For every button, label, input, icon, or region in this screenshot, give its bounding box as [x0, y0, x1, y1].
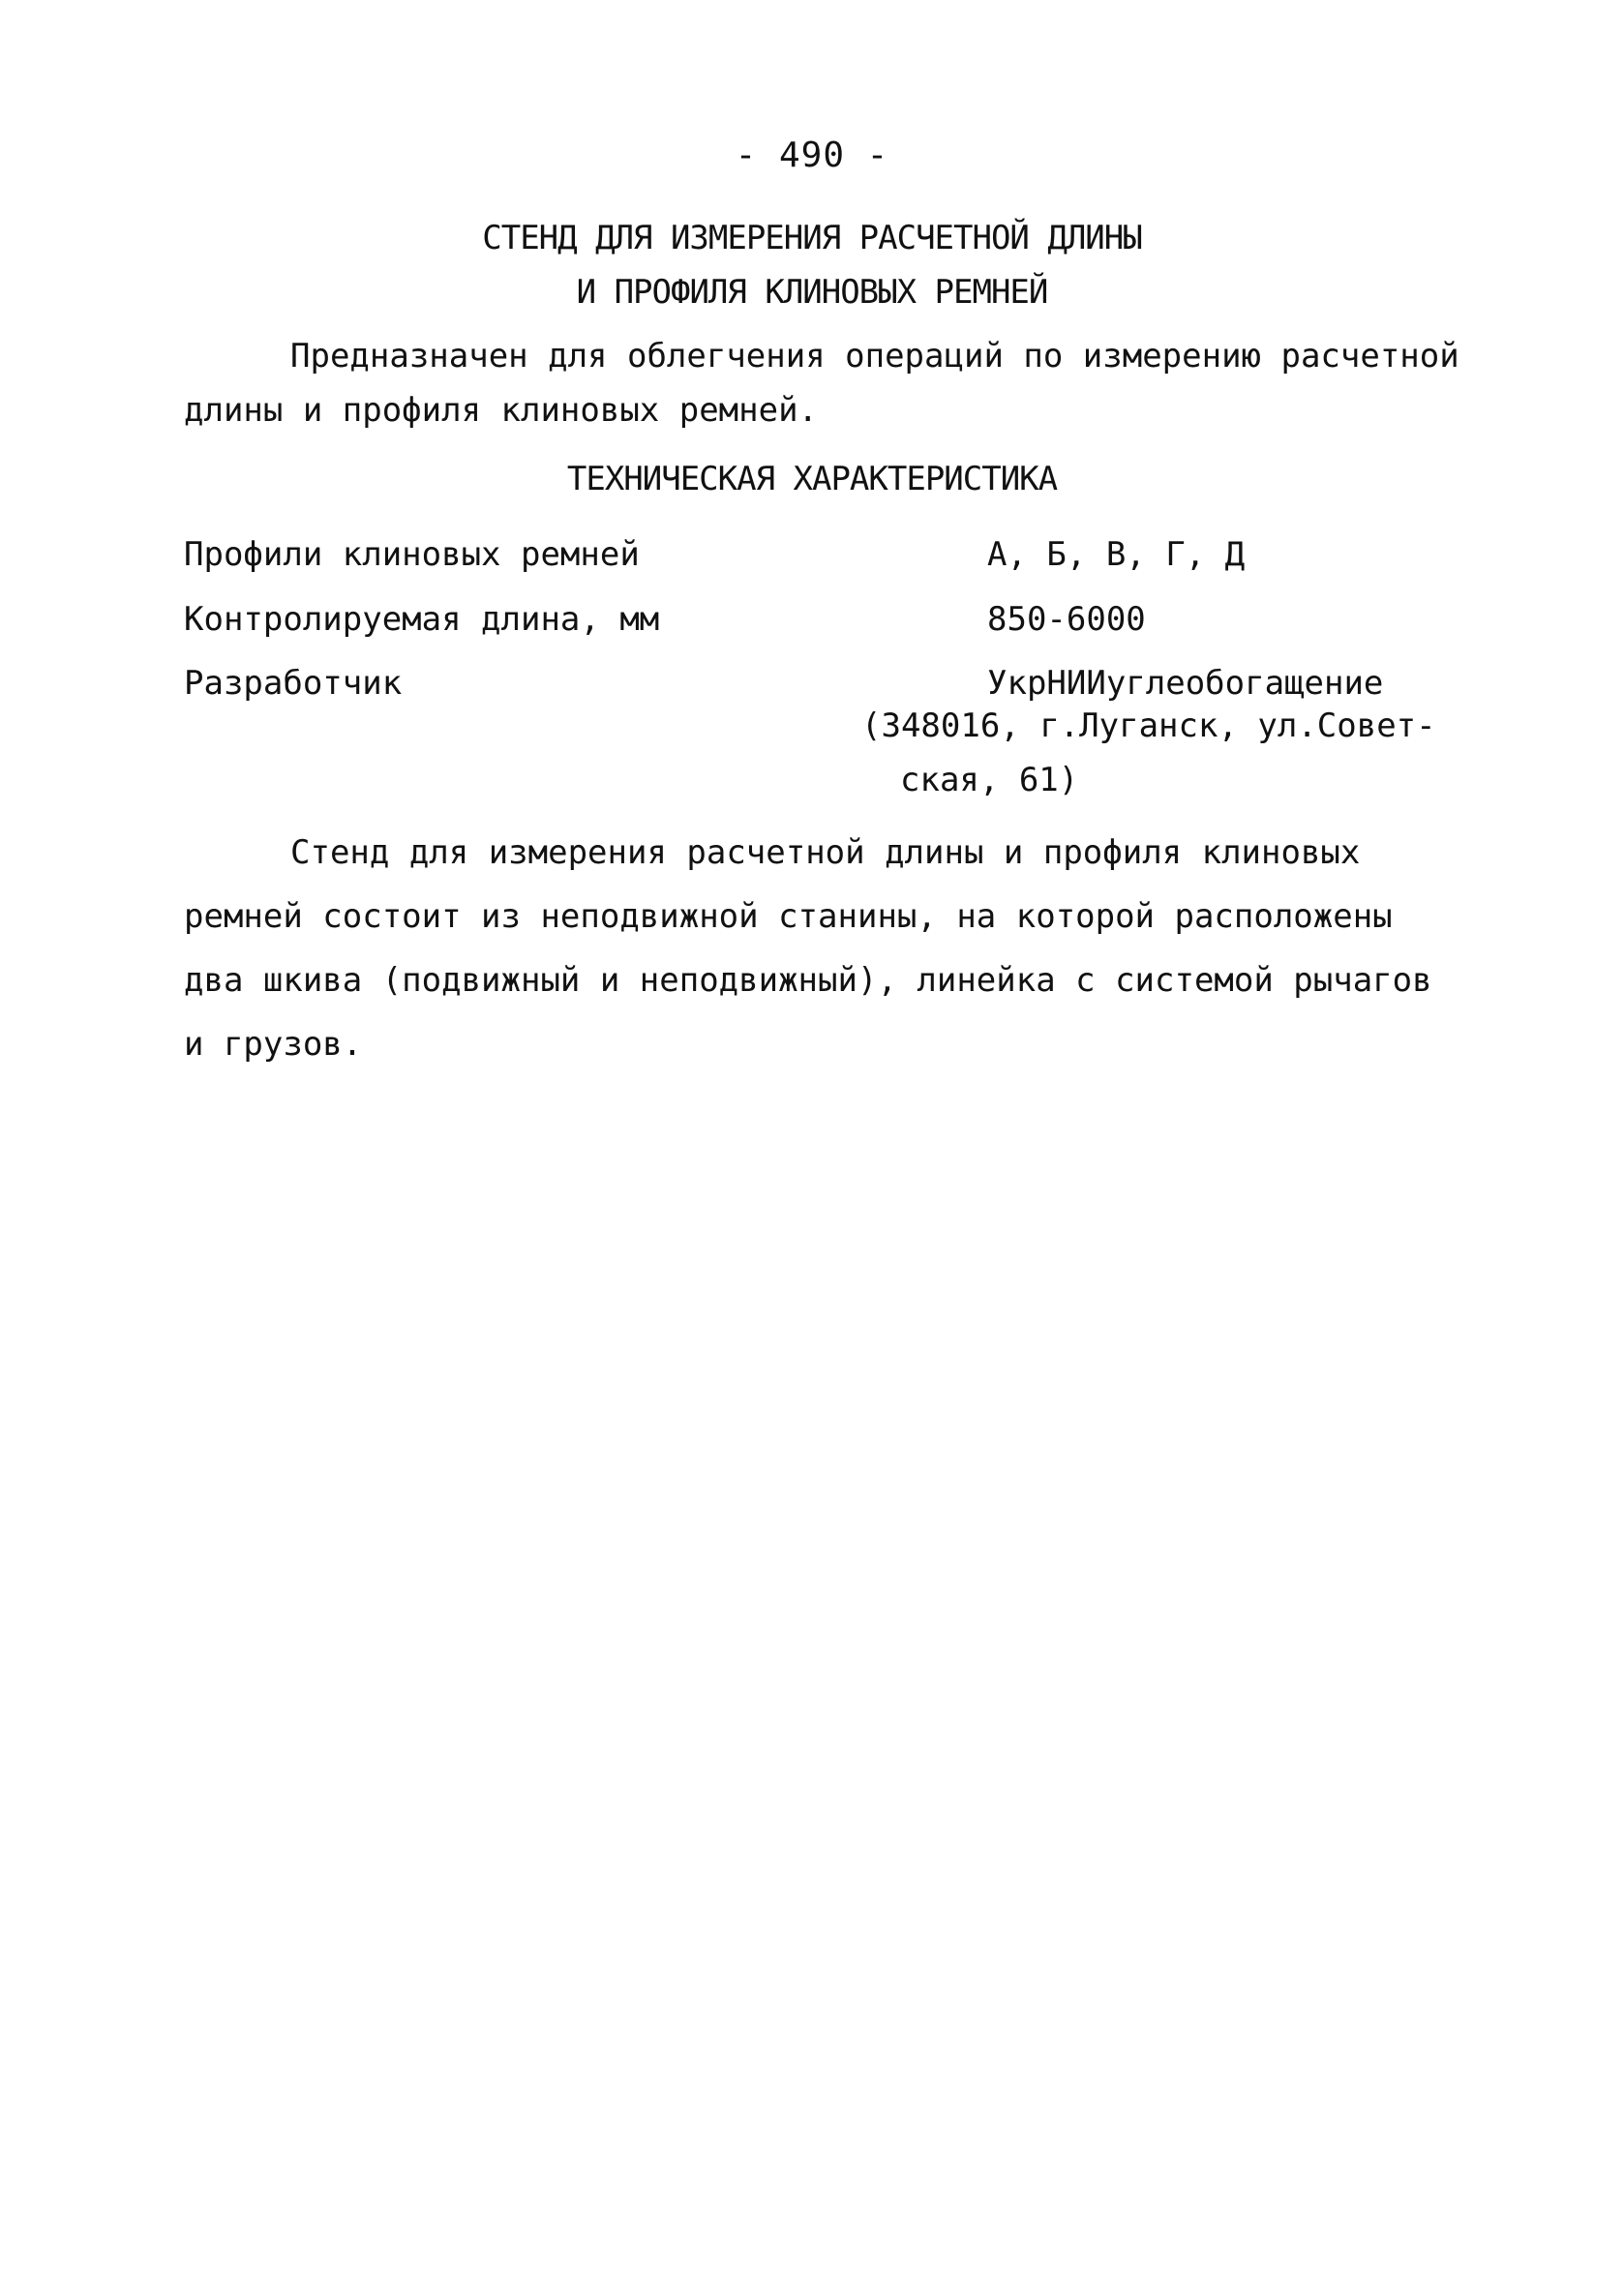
description-line-3: два шкива (подвижный и неподвижный), линейка с системой рычагов: [184, 961, 1432, 1000]
purpose-line-2: длины и профиля клиновых ремней.: [184, 391, 819, 430]
spec-label: Контролируемая длина, мм: [184, 600, 660, 639]
title-line-2: И ПРОФИЛЯ КЛИНОВЫХ РЕМНЕЙ: [576, 273, 1048, 312]
document-title: [0, 211, 1624, 319]
spec-value: 850-6000: [987, 600, 1146, 639]
title-line-1: СТЕНД ДЛЯ ИЗМЕРЕНИЯ РАСЧЕТНОЙ ДЛИНЫ: [482, 219, 1142, 257]
spec-value: А, Б, В, Г, Д: [987, 535, 1246, 574]
purpose-paragraph: [184, 329, 1481, 437]
description-line-1: Стенд для измерения расчетной длины и профиля клиновых: [290, 833, 1361, 872]
description-line-4: и грузов.: [184, 1025, 363, 1064]
address-line-1: (348016, г.Луганск, ул.Совет-: [861, 707, 1436, 745]
purpose-line-1: Предназначен для облегчения операций по измерению расчетной: [290, 337, 1459, 376]
spec-value: УкрНИИуглеобогащение: [987, 664, 1384, 703]
spec-label: Профили клиновых ремней: [184, 535, 640, 574]
spec-label: Разработчик: [184, 664, 403, 703]
description-paragraph: [184, 821, 1481, 1076]
description-line-2: ремней состоит из неподвижной станины, на которой расположены: [184, 897, 1393, 936]
developer-address: [861, 699, 1481, 807]
spec-section-title: ТЕХНИЧЕСКАЯ ХАРАКТЕРИСТИКА: [566, 460, 1058, 498]
address-line-2: ская, 61): [900, 761, 1079, 799]
page-number: - 490 -: [735, 135, 889, 175]
